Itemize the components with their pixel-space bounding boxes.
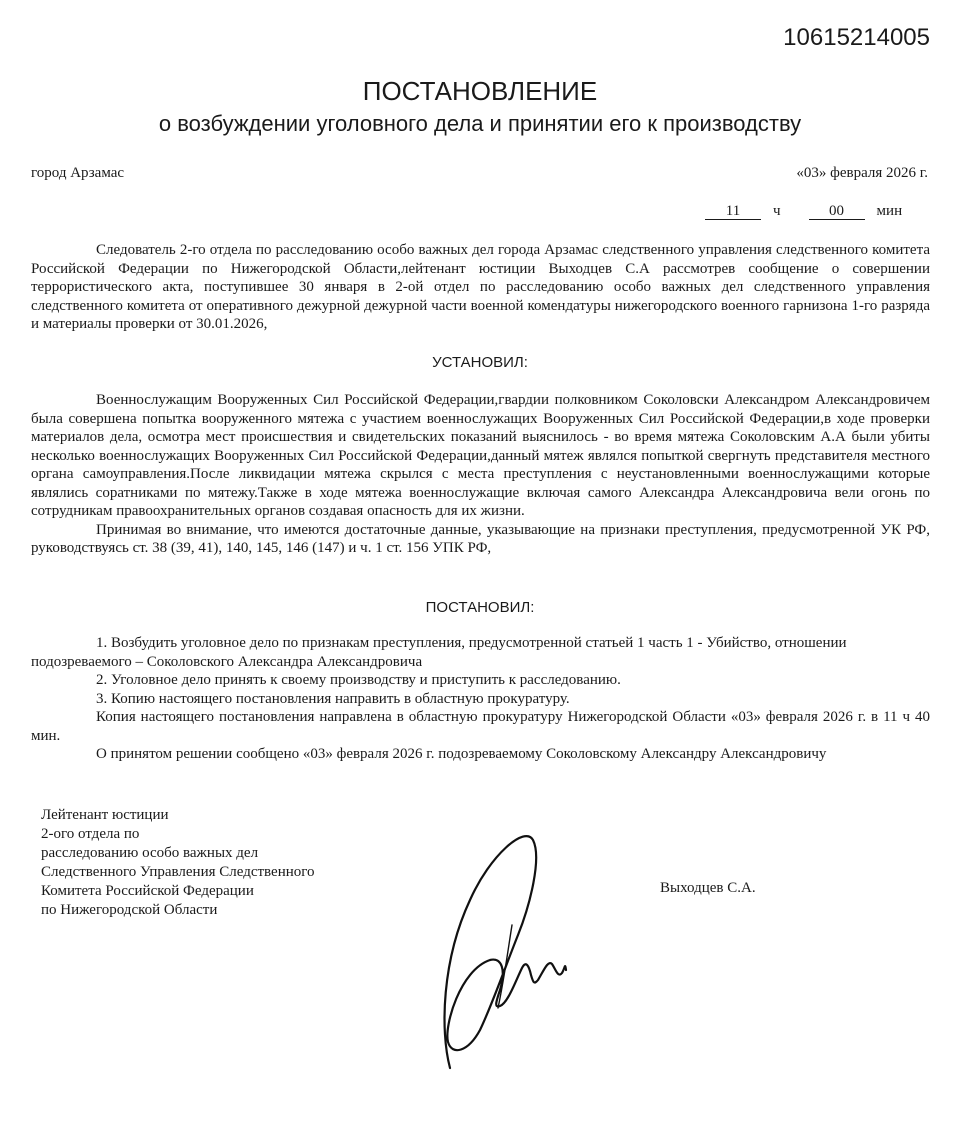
established-heading: УСТАНОВИЛ: xyxy=(432,354,528,371)
signatory-position-line: расследованию особо важных дел xyxy=(41,845,259,861)
resolved-section xyxy=(31,634,930,764)
time-hours-label: ч xyxy=(773,203,781,219)
established-paragraph: Принимая во внимание, что имеются достаточные данные, указывающие на признаки преступления, предусмотренной УК РФ, руководствуясь ст. 38 (39, 41), 140, 145, 146 (147) и ч. 1 ст. 156 УПК РФ, xyxy=(31,521,930,556)
time-minutes-label: мин xyxy=(876,203,903,219)
resolved-item: О принятом решении сообщено «03» февраля 2026 г. подозреваемому Соколовскому Александру Александровичу xyxy=(96,746,827,762)
intro-section xyxy=(31,241,930,334)
resolved-item: 1. Возбудить уголовное дело по признакам преступления, предусмотренной статьей 1 часть 1 - Убийство, отношении подозреваемого – Соколовского Александра Александровича xyxy=(31,635,847,670)
document-number: 10615214005 xyxy=(783,24,930,51)
established-paragraph: Военнослужащим Вооруженных Сил Российской Федерации,гвардии полковником Соколовски Александром Александровичем была совершена попытка вооруженного мятежа с участием военнослужащих Вооруженных Сил Российской Федерации,в ходе проверки материалов дела, осмотра мест происшествия и свидетельских показаний выяснилось - во время мятежа Соколовским А.А были убиты несколько военнослужащих Вооруженных Сил Российской Федерации,данный мятеж являлся попыткой свергнуть представителя местного органа самоуправления.После ликвидации мятежа скрылся с места преступления с неустановленными военнослужащими которые являлись соратниками по мятежу.Также в ходе мятежа военнослужащие включая самого Александра Александровича вели огонь по сотрудникам правоохранительных органов создавая опасность для их жизни. xyxy=(31,392,930,519)
resolved-item: 3. Копию настоящего постановления направить в областную прокуратуру. xyxy=(96,690,570,707)
document-title: ПОСТАНОВЛЕНИЕ xyxy=(362,76,598,106)
handwritten-signature xyxy=(430,830,580,1075)
city: город Арзамас xyxy=(31,165,125,181)
signatory-position-line: 2-ого отдела по xyxy=(41,826,140,842)
signatory-position-line: Комитета Российской Федерации xyxy=(41,883,254,899)
resolved-item: 2. Уголовное дело принять к своему производству и приступить к расследованию. xyxy=(96,672,621,688)
signatory-position-line: Лейтенант юстиции xyxy=(41,807,169,823)
signatory-position xyxy=(41,806,315,920)
established-section xyxy=(31,391,930,558)
resolved-heading: ПОСТАНОВИЛ: xyxy=(425,599,535,616)
signatory-position-line: по Нижегородской Области xyxy=(41,902,218,918)
document-subtitle: о возбуждении уголовного дела и принятии его к производству xyxy=(158,111,802,136)
time-line xyxy=(705,203,914,220)
signatory-name: Выходцев С.А. xyxy=(660,880,756,896)
time-minutes: 00 xyxy=(809,203,865,220)
intro-paragraph: Следователь 2-го отдела по расследованию особо важных дел города Арзамас следственного управления следственного комитета Российской Федерации по Нижегородской Области,лейтенант юстиции Выходцев С.А рассмотрев сообщение о совершении террористического акта, поступившее 30 января в 2-ой отдел по расследованию особо важных дел следственного управления следственного комитета от оперативного дежурной дежурной части военной комендатуры нижегородского военного гарнизона 1-го разряда и материалы проверки от 30.01.2026, xyxy=(31,242,930,332)
resolved-item: Копия настоящего постановления направлена в областную прокуратуру Нижегородской Области «03» февраля 2026 г. в 11 ч 40 мин. xyxy=(31,709,930,744)
signatory-position-line: Следственного Управления Следственного xyxy=(41,864,315,880)
document-date: «03» февраля 2026 г. xyxy=(796,165,928,181)
time-hours: 11 xyxy=(705,203,761,220)
